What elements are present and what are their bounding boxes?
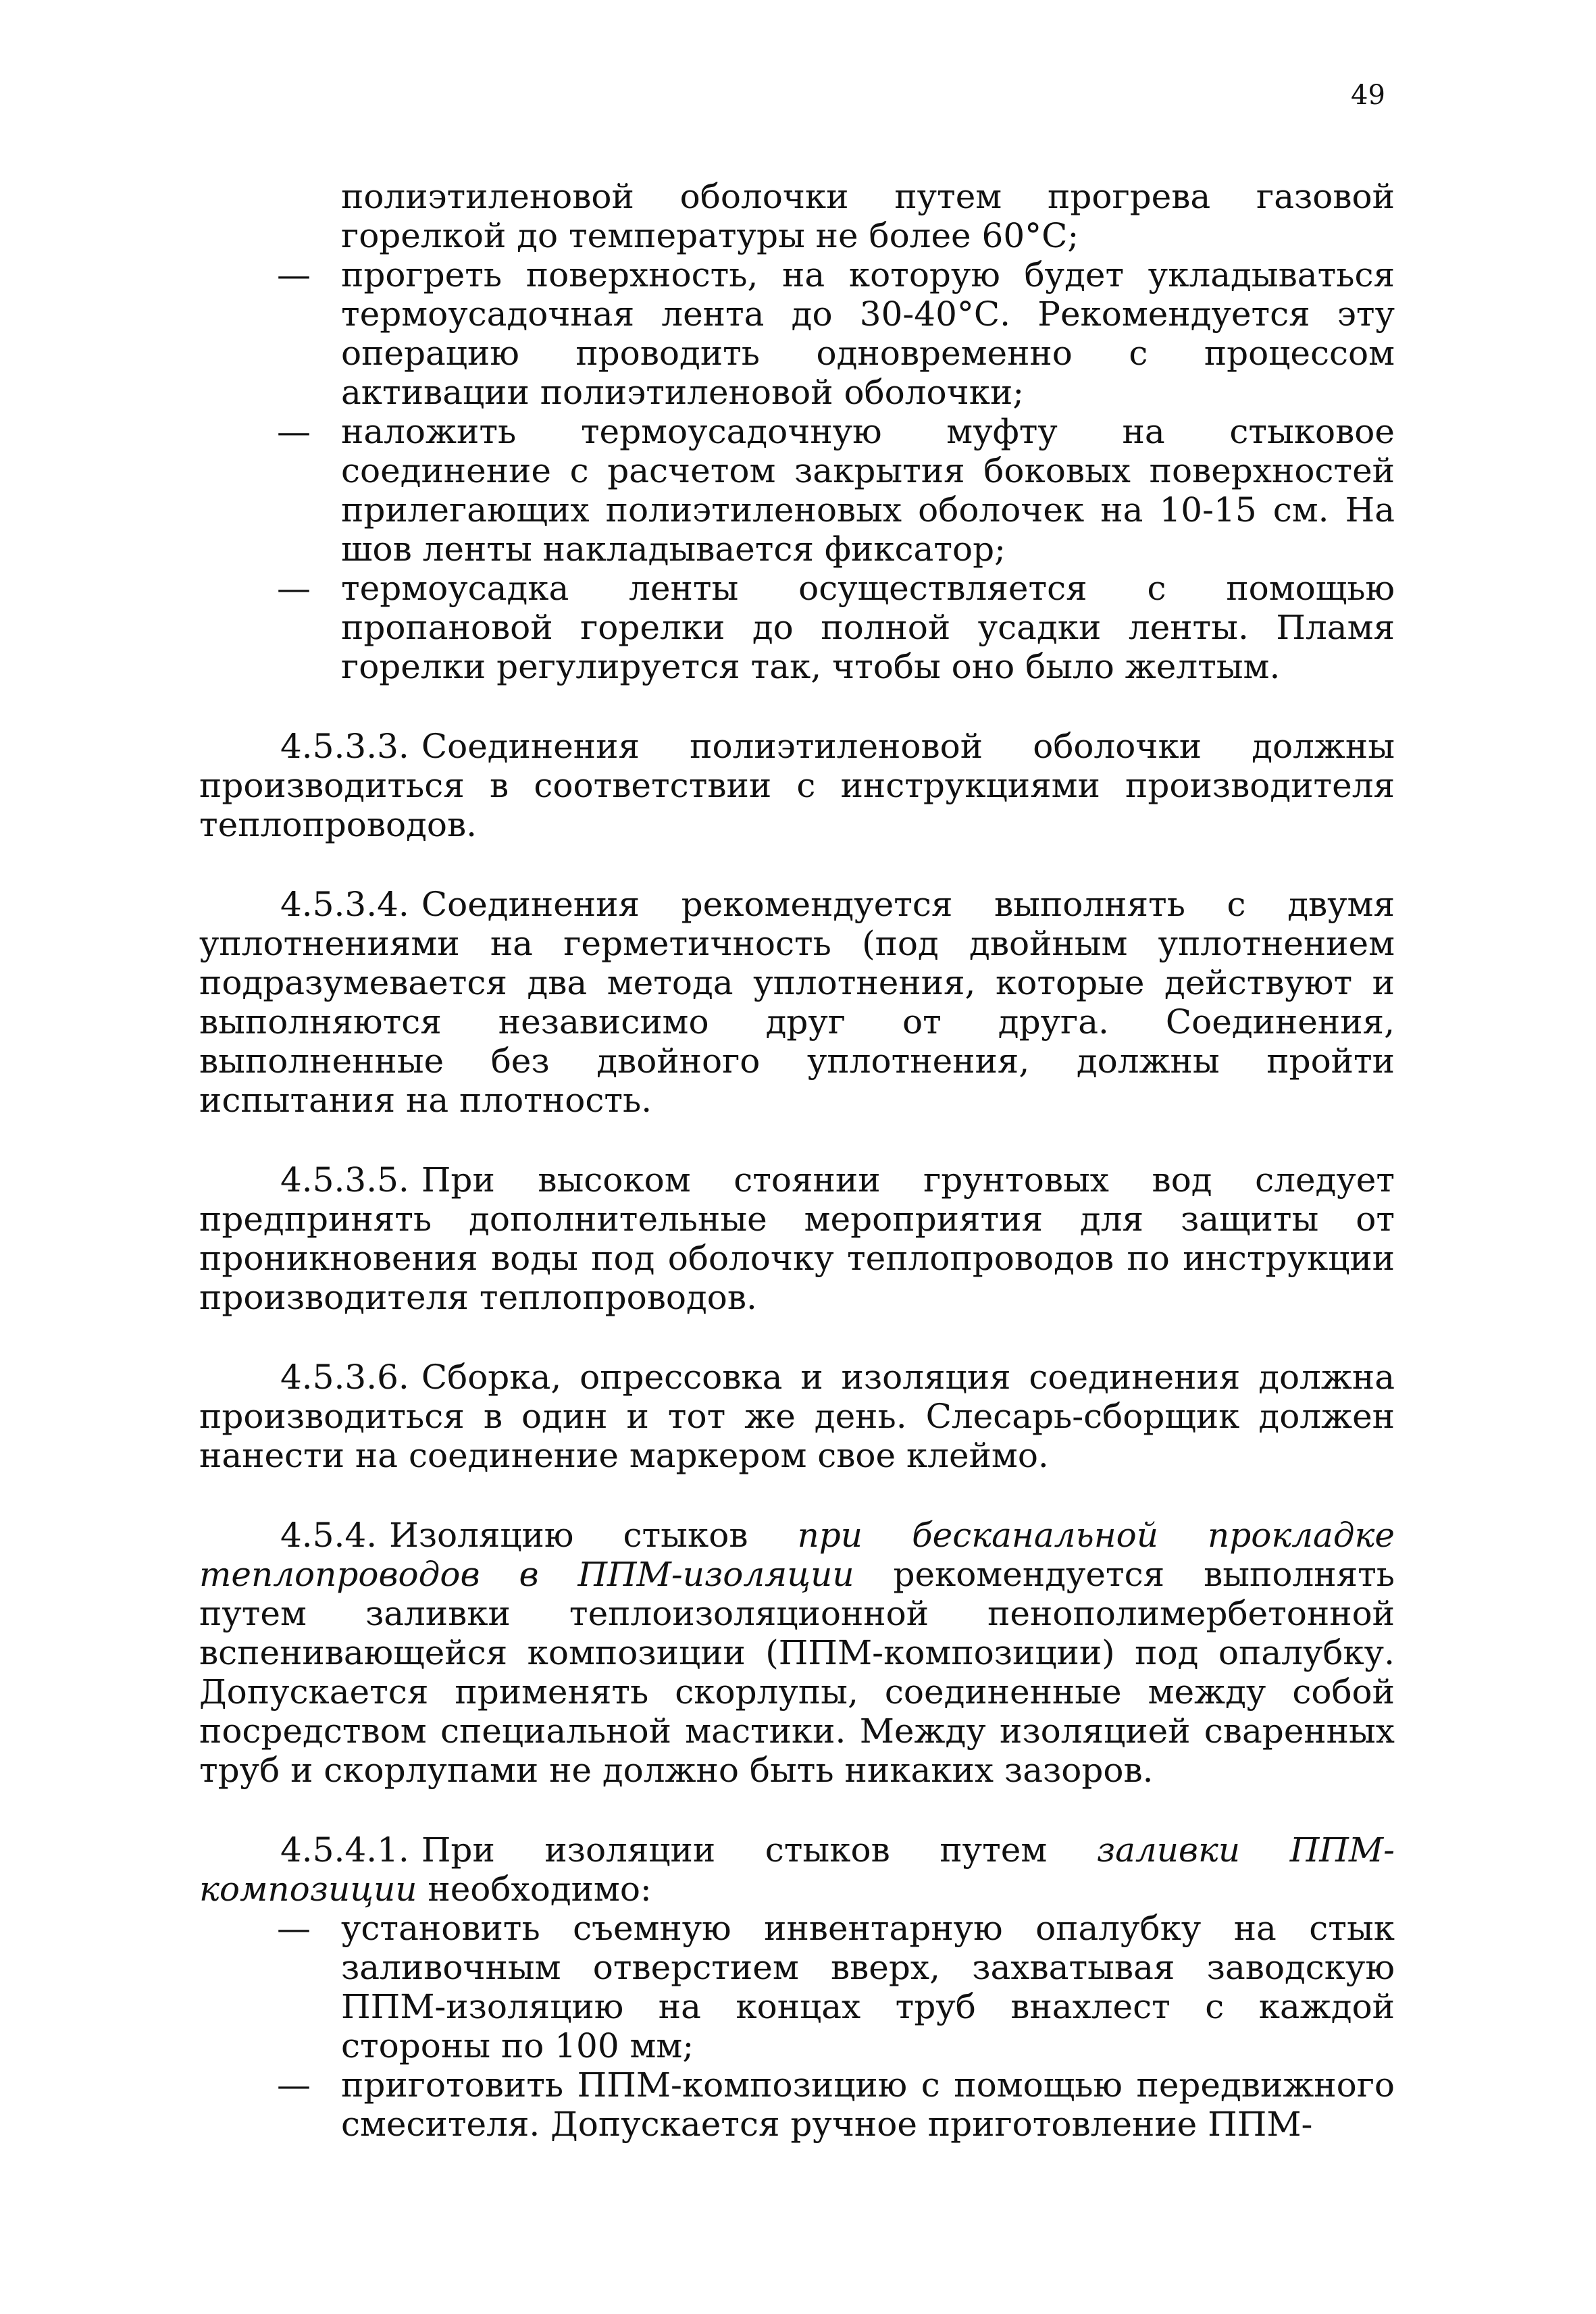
paragraph-text: Сборка, опрессовка и изоляция соединения должна производиться в один и тот же день. Слесарь-сборщик должен нанести на соединение маркером свое клеймо. — [199, 1358, 1395, 1475]
paragraph-italic-text: заливки ППМ-композиции — [199, 1830, 1395, 1909]
document-body — [199, 177, 1395, 2144]
list-item — [199, 255, 1395, 412]
list-item — [199, 2065, 1395, 2144]
bullet-list-top — [199, 255, 1395, 686]
bullet-list-bottom — [199, 1909, 1395, 2144]
paragraph-4-5-3-5 — [199, 1160, 1395, 1317]
list-item-text: наложить термоусадочную муфту на стыковое соединение с расчетом закрытия боковых поверхностей прилегающих полиэтиленовых оболочек на 10-15 см. На шов ленты накладывается фиксатор; — [341, 412, 1395, 569]
paragraph-4-5-3-3 — [199, 727, 1395, 844]
paragraph-text: Соединения рекомендуется выполнять с двумя уплотнениями на герметичность (под двойным уплотнением подразумевается два метода уплотнения, которые действуют и выполняются независимо друг от друга. Соединения, выполненные без двойного уплотнения, должны пройти испытания на плотность. — [199, 885, 1395, 1120]
paragraph-4-5-4 — [199, 1516, 1395, 1790]
paragraph-text-end: необходимо: — [417, 1870, 652, 1909]
list-item — [199, 569, 1395, 686]
section-number: 4.5.3.5. — [280, 1160, 409, 1200]
paragraph-text-start: Изоляцию стыков — [389, 1516, 798, 1555]
paragraph-4-5-4-1 — [199, 1830, 1395, 1909]
dash-marker: — — [277, 569, 311, 608]
section-number: 4.5.3.6. — [280, 1358, 409, 1397]
paragraph-text: При высоком стоянии грунтовых вод следует предпринять дополнительные мероприятия для защиты от проникновения воды под оболочку теплопроводов по инструкции производителя теплопроводов. — [199, 1160, 1395, 1317]
continuation-text: полиэтиленовой оболочки путем прогрева газовой горелкой до температуры не более 60°С; — [341, 177, 1395, 255]
list-item — [199, 1909, 1395, 2065]
list-item-text: приготовить ППМ-композицию с помощью передвижного смесителя. Допускается ручное приготовление ППМ- — [341, 2065, 1395, 2144]
paragraph-italic-text: при бесканальной прокладке теплопроводов в ППМ-изоляции — [199, 1516, 1395, 1594]
section-number: 4.5.3.4. — [280, 885, 409, 924]
dash-marker: — — [277, 255, 311, 294]
paragraph-4-5-3-4 — [199, 885, 1395, 1120]
list-item — [199, 412, 1395, 569]
list-item-text: термоусадка ленты осуществляется с помощью пропановой горелки до полной усадки ленты. Пламя горелки регулируется так, чтобы оно было желтым. — [341, 569, 1395, 686]
paragraph-text-start: При изоляции стыков путем — [421, 1830, 1097, 1870]
list-item-text: прогреть поверхность, на которую будет укладываться термоусадочная лента до 30-40°С. Рекомендуется эту операцию проводить одновременно с процессом активации полиэтиленовой оболочки; — [341, 255, 1395, 412]
section-number: 4.5.4.1. — [280, 1830, 409, 1870]
list-item-text: установить съемную инвентарную опалубку на стык заливочным отверстием вверх, захватывая заводскую ППМ-изоляцию на концах труб внахлест с каждой стороны по 100 мм; — [341, 1909, 1395, 2065]
section-number: 4.5.3.3. — [280, 727, 409, 766]
paragraph-4-5-3-6 — [199, 1358, 1395, 1475]
page-number: 49 — [1351, 80, 1385, 111]
paragraph-text-end: рекомендуется выполнять путем заливки теплоизоляционной пенополимербетонной вспенивающейся композиции (ППМ-композиции) под опалубку. Допускается применять скорлупы, соединенные между собой посредством специальной мастики. Между изоляцией сваренных труб и скорлупами не должно быть никаких зазоров. — [199, 1555, 1395, 1790]
dash-marker: — — [277, 1909, 311, 1948]
section-number: 4.5.4. — [280, 1516, 378, 1555]
dash-marker: — — [277, 412, 311, 451]
paragraph-text: Соединения полиэтиленовой оболочки должны производиться в соответствии с инструкциями производителя теплопроводов. — [199, 727, 1395, 844]
dash-marker: — — [277, 2065, 311, 2105]
